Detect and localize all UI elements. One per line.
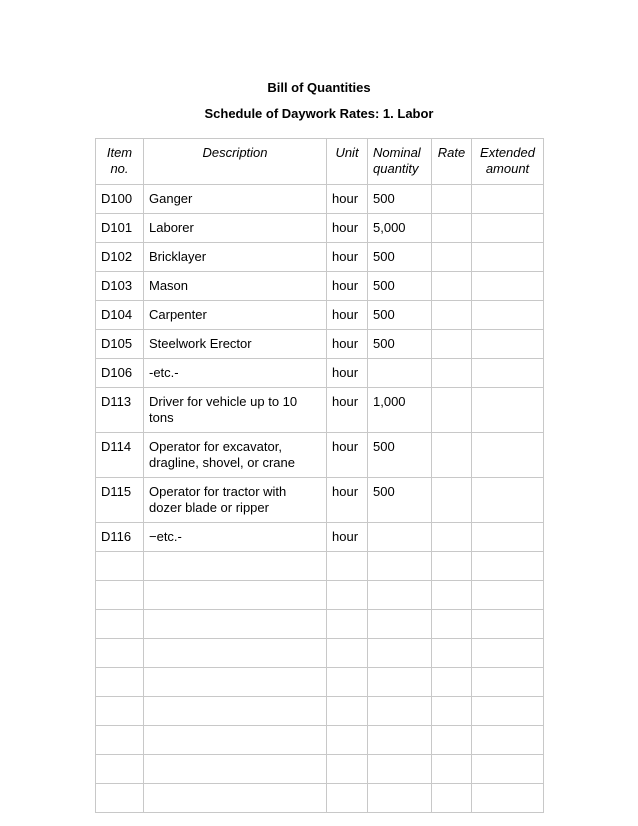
cell-quantity <box>368 523 432 552</box>
empty-cell-quantity <box>368 639 432 668</box>
empty-cell-description <box>144 697 327 726</box>
cell-unit: hour <box>327 272 368 301</box>
cell-unit: hour <box>327 214 368 243</box>
empty-cell-unit <box>327 726 368 755</box>
table-row <box>96 272 544 301</box>
cell-item: D106 <box>96 359 144 388</box>
empty-cell-item <box>96 610 144 639</box>
cell-quantity: 500 <box>368 301 432 330</box>
empty-cell-item <box>96 552 144 581</box>
cell-rate <box>432 433 472 478</box>
header-ext-line2: amount <box>485 161 530 176</box>
cell-quantity: 500 <box>368 330 432 359</box>
empty-cell-item <box>96 755 144 784</box>
cell-unit: hour <box>327 523 368 552</box>
table-row <box>96 185 544 214</box>
empty-cell-quantity <box>368 552 432 581</box>
table-body <box>96 185 544 813</box>
cell-extended <box>472 478 544 523</box>
header-qty-line1: Nominal <box>373 145 421 160</box>
empty-cell-extended <box>472 755 544 784</box>
empty-cell-unit <box>327 697 368 726</box>
cell-quantity: 500 <box>368 478 432 523</box>
empty-cell-unit <box>327 552 368 581</box>
cell-extended <box>472 272 544 301</box>
document-subtitle: Schedule of Daywork Rates: 1. Labor <box>204 106 434 121</box>
cell-extended <box>472 185 544 214</box>
header-nominal-quantity <box>368 139 432 185</box>
empty-cell-unit <box>327 755 368 784</box>
cell-rate <box>432 243 472 272</box>
empty-cell-rate <box>432 784 472 813</box>
empty-cell-rate <box>432 639 472 668</box>
cell-unit: hour <box>327 359 368 388</box>
empty-cell-unit <box>327 668 368 697</box>
cell-item: D104 <box>96 301 144 330</box>
empty-cell-extended <box>472 610 544 639</box>
empty-table-row <box>96 639 544 668</box>
cell-quantity: 500 <box>368 272 432 301</box>
empty-cell-quantity <box>368 755 432 784</box>
empty-cell-item <box>96 639 144 668</box>
cell-unit: hour <box>327 185 368 214</box>
cell-description: Operator for excavator, dragline, shovel, or crane <box>144 433 327 478</box>
cell-item: D100 <box>96 185 144 214</box>
empty-cell-item <box>96 581 144 610</box>
empty-cell-rate <box>432 552 472 581</box>
cell-description: Mason <box>144 272 327 301</box>
cell-extended <box>472 330 544 359</box>
header-unit: Unit <box>327 139 368 185</box>
cell-extended <box>472 243 544 272</box>
empty-cell-description <box>144 610 327 639</box>
empty-cell-rate <box>432 668 472 697</box>
empty-cell-extended <box>472 639 544 668</box>
table-row <box>96 433 544 478</box>
cell-item: D105 <box>96 330 144 359</box>
cell-item: D113 <box>96 388 144 433</box>
empty-cell-description <box>144 639 327 668</box>
empty-table-row <box>96 784 544 813</box>
cell-description: Operator for tractor with dozer blade or ripper <box>144 478 327 523</box>
empty-cell-item <box>96 668 144 697</box>
cell-item: D116 <box>96 523 144 552</box>
header-extended-amount <box>472 139 544 185</box>
header-item-line2: no. <box>110 161 129 176</box>
cell-rate <box>432 272 472 301</box>
table-header-row <box>96 139 544 185</box>
cell-unit: hour <box>327 433 368 478</box>
cell-description: -etc.- <box>144 359 327 388</box>
empty-cell-description <box>144 581 327 610</box>
empty-cell-item <box>96 726 144 755</box>
empty-table-row <box>96 552 544 581</box>
cell-extended <box>472 433 544 478</box>
empty-cell-extended <box>472 552 544 581</box>
cell-quantity <box>368 359 432 388</box>
cell-quantity: 500 <box>368 243 432 272</box>
table-row <box>96 330 544 359</box>
document-title: Bill of Quantities <box>267 80 371 95</box>
empty-cell-description <box>144 755 327 784</box>
empty-cell-unit <box>327 581 368 610</box>
empty-cell-unit <box>327 610 368 639</box>
cell-quantity: 5,000 <box>368 214 432 243</box>
cell-item: D115 <box>96 478 144 523</box>
empty-table-row <box>96 581 544 610</box>
cell-quantity: 500 <box>368 185 432 214</box>
cell-rate <box>432 478 472 523</box>
cell-quantity: 500 <box>368 433 432 478</box>
cell-unit: hour <box>327 388 368 433</box>
cell-rate <box>432 388 472 433</box>
empty-cell-unit <box>327 784 368 813</box>
empty-cell-quantity <box>368 784 432 813</box>
cell-item: D101 <box>96 214 144 243</box>
empty-cell-extended <box>472 581 544 610</box>
cell-description: Ganger <box>144 185 327 214</box>
cell-extended <box>472 523 544 552</box>
cell-extended <box>472 388 544 433</box>
empty-cell-extended <box>472 784 544 813</box>
empty-table-row <box>96 610 544 639</box>
header-qty-line2: quantity <box>373 161 419 176</box>
header-ext-line1: Extended <box>480 145 535 160</box>
cell-quantity: 1,000 <box>368 388 432 433</box>
cell-extended <box>472 214 544 243</box>
cell-unit: hour <box>327 301 368 330</box>
cell-unit: hour <box>327 330 368 359</box>
empty-cell-extended <box>472 697 544 726</box>
cell-item: D102 <box>96 243 144 272</box>
empty-cell-quantity <box>368 610 432 639</box>
empty-cell-quantity <box>368 697 432 726</box>
empty-cell-rate <box>432 581 472 610</box>
empty-cell-rate <box>432 755 472 784</box>
header-rate: Rate <box>432 139 472 185</box>
table-row <box>96 523 544 552</box>
cell-description: Driver for vehicle up to 10 tons <box>144 388 327 433</box>
table-row <box>96 478 544 523</box>
empty-cell-quantity <box>368 668 432 697</box>
table-row <box>96 214 544 243</box>
header-description: Description <box>144 139 327 185</box>
table-row <box>96 243 544 272</box>
cell-rate <box>432 214 472 243</box>
empty-cell-rate <box>432 610 472 639</box>
cell-extended <box>472 301 544 330</box>
empty-cell-extended <box>472 726 544 755</box>
empty-cell-rate <box>432 697 472 726</box>
cell-unit: hour <box>327 243 368 272</box>
cell-unit: hour <box>327 478 368 523</box>
empty-cell-item <box>96 697 144 726</box>
empty-cell-unit <box>327 639 368 668</box>
cell-description: Bricklayer <box>144 243 327 272</box>
empty-cell-description <box>144 784 327 813</box>
empty-table-row <box>96 668 544 697</box>
cell-description: −etc.- <box>144 523 327 552</box>
empty-cell-description <box>144 552 327 581</box>
header-item-no <box>96 139 144 185</box>
cell-extended <box>472 359 544 388</box>
empty-cell-item <box>96 784 144 813</box>
empty-cell-extended <box>472 668 544 697</box>
table-row <box>96 359 544 388</box>
empty-cell-rate <box>432 726 472 755</box>
cell-item: D103 <box>96 272 144 301</box>
cell-description: Laborer <box>144 214 327 243</box>
header-item-line1: Item <box>106 145 133 160</box>
cell-description: Carpenter <box>144 301 327 330</box>
cell-rate <box>432 359 472 388</box>
cell-rate <box>432 523 472 552</box>
table-row <box>96 388 544 433</box>
empty-table-row <box>96 697 544 726</box>
cell-description: Steelwork Erector <box>144 330 327 359</box>
cell-rate <box>432 301 472 330</box>
cell-item: D114 <box>96 433 144 478</box>
cell-rate <box>432 185 472 214</box>
empty-table-row <box>96 755 544 784</box>
empty-cell-description <box>144 726 327 755</box>
empty-cell-quantity <box>368 726 432 755</box>
empty-table-row <box>96 726 544 755</box>
empty-cell-description <box>144 668 327 697</box>
empty-cell-quantity <box>368 581 432 610</box>
cell-rate <box>432 330 472 359</box>
table-row <box>96 301 544 330</box>
daywork-rates-table <box>95 138 544 813</box>
